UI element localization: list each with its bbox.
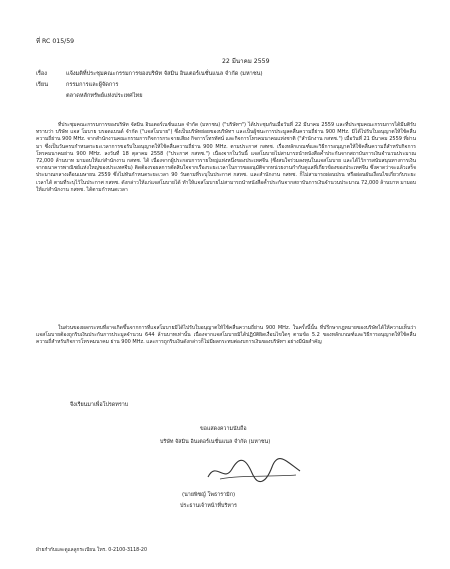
reference-number: ที่ RC 015/59 [36,38,75,45]
signatory-name: (นายพิชญ์ โพธารามิก) [182,492,236,498]
signature-company: บริษัท จัสมิน อินเตอร์เนชั่นแนล จำกัด (มหาชน) [160,439,271,445]
signature-regards: ขอแสดงความนับถือ [200,426,247,432]
recipient-line-2: ตลาดหลักทรัพย์แห่งประเทศไทย [66,93,143,99]
body-paragraph-1 [36,122,416,194]
paragraph-1-text: ที่ประชุมคณะกรรมการของบริษัท จัสมิน อินเตอร์เนชั่นแนล จำกัด (มหาชน) ("บริษัทฯ") ได้ประชุมกันเมื่อวันที่ 22 มีนาคม 2559 และที่ประชุมคณะกรรมการได้มีมติรับทราบว่า บริษัท แจส โมบาย บรอดแบนด์ จำกัด ("แจสโมบาย") ซึ่งเป็นบริษัทย่อยของบริษัทฯ และเป็นผู้ชนะการประมูลคลื่นความถี่ย่าน 900 MHz. มิได้ไปรับใบอนุญาตให้ใช้คลื่นความถี่ย่าน 900 MHz. จากสำนักงานคณะกรรมการกิจการกระจายเสียง กิจการโทรทัศน์ และกิจการโทรคมนาคมแห่งชาติ ("สำนักงาน กสทช.") เมื่อวันที่ 21 มีนาคม 2559 ที่ผ่านมา ซึ่งเป็นวันครบกำหนดระยะเวลาการขอรับใบอนุญาตให้ใช้คลื่นความถี่ย่าน 900 MHz. ตามประกาศ กสทช. เรื่องหลักเกณฑ์และวิธีการอนุญาตให้ใช้คลื่นความถี่สำหรับกิจการโทรคมนาคมย่าน 900 MHz. ลงวันที่ 18 ตุลาคม 2558 ("ประกาศ กสทช.") เนื่องจากในวันนี้ แจสโมบายไม่สามารถนำหนังสือค้ำประกันจากสถาบันการเงินจำนวนประมาณ 72,000 ล้านบาท มามอบให้แก่สำนักงาน กสทช. ได้ เนื่องจากผู้ประกอบการรายใหญ่แห่งหนึ่งของประเทศจีน (ซึ่งสนใจร่วมลงทุนในแจสโมบาย และได้ไว้การสนับสนุนทางการเงินจากธนาคารพาณิชย์แห่งใหญ่ของประเทศจีน) ติดต้องรอผลการตัดสินใจจากเรื่องระยะเวลาในการขออนุมัติจากหน่วยงานกำกับดูแลที่เกี่ยวข้องของประเทศจีน ซึ่งคาดว่าจะแล้วเสร็จประมาณกลางเดือนเมษายน 2559 ซึ่งไม่ทันกำหนดระยะเวลา 90 วันตามที่ระบุในประกาศ กสทช. และสำนักงาน กสทช. ก็ไม่สามารถผ่อนปรน หรือผ่อนผันเงื่อนไขเกี่ยวกับระยะเวลาได้ ตามที่ระบุไว้ในประกาศ กสทช. ดังกล่าวให้แก่แจสโมบายได้ ทำให้แจสโมบายไม่สามารถนำหนังสือค้ำประกันจากสถาบันการเงินจำนวนประมาณ 72,000 ล้านบาท มามอบให้แก่สำนักงาน กสทช. ได้ตามกำหนดเวลา [36,122,416,193]
signatory-title: ประธานเจ้าหน้าที่บริหาร [180,503,237,509]
closing-line: จึงเรียนมาเพื่อโปรดทราบ [70,402,129,408]
recipient-line-1: กรรมการและผู้จัดการ [66,82,119,88]
paragraph-2-text: ในส่วนของผลกระทบที่อาจเกิดขึ้นจากการที่แจสโมบายมิได้ไปรับใบอนุญาตให้ใช้คลื่นความถี่ย่าน 900 MHz. ในครั้งนี้นั้น ที่ปรึกษากฎหมายของบริษัทได้ให้ความเห็นว่าแจสโมบายต้องถูกริบเงินประกันการประมูลจำนวน 644 ล้านบาทเท่านั้น เนื่องจากแจสโมบายมิได้ปฏิบัติผิดเงื่อนไขใดๆ ตามข้อ 5.2 ของหลักเกณฑ์และวิธีการอนุญาตให้ใช้คลื่นความถี่สำหรับกิจการโทรคมนาคม ย่าน 900 MHz. และการถูกริบเงินดังกล่าวก็ไม่มีผลกระทบต่องบการเงินของบริษัทฯ อย่างมีนัยสำคัญ [36,325,416,346]
handwritten-signature [200,455,310,487]
footer-contact: ฝ่ายกำกับและดูแลลูกระเบียน โทร. 0-2100-3118-20 [36,548,148,553]
recipient-label: เรียน [36,82,49,88]
subject-label: เรื่อง [36,71,48,77]
document-date: 22 มีนาคม 2559 [222,58,270,65]
body-paragraph-2 [36,325,416,347]
subject-text: แจ้งมติที่ประชุมคณะกรรมการของบริษัท จัสมิน อินเตอร์เนชั่นแนล จำกัด (มหาชน) [66,71,263,77]
